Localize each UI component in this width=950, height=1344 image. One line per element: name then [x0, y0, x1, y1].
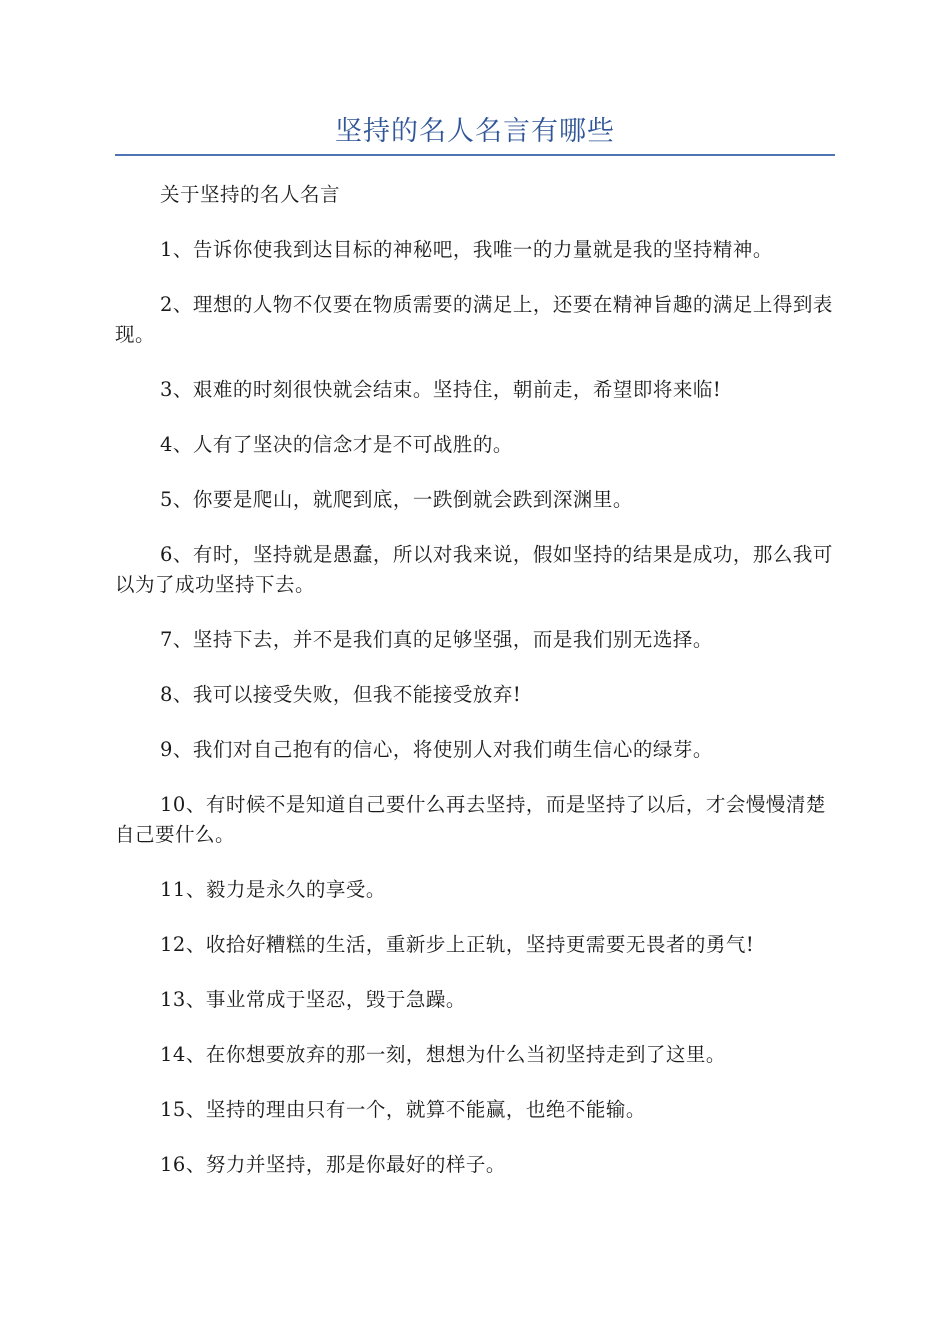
subheading: 关于坚持的名人名言 — [160, 183, 341, 206]
quote-10: 10、有时候不是知道自己要什么再去坚持，而是坚持了以后，才会慢慢清楚自己要什么。 — [115, 793, 826, 846]
quote-3: 3、艰难的时刻很快就会结束。坚持住，朝前走，希望即将来临! — [160, 378, 722, 401]
page-title: 坚持的名人名言有哪些 — [335, 116, 615, 147]
quote-2: 2、理想的人物不仅要在物质需要的满足上，还要在精神旨趣的满足上得到表现。 — [115, 293, 833, 346]
document-body — [115, 180, 835, 1205]
quote-4: 4、人有了坚决的信念才是不可战胜的。 — [160, 433, 513, 456]
quote-14: 14、在你想要放弃的那一刻，想想为什么当初坚持走到了这里。 — [160, 1043, 726, 1066]
quote-7: 7、坚持下去，并不是我们真的足够坚强，而是我们别无选择。 — [160, 628, 713, 651]
quote-8: 8、我可以接受失败，但我不能接受放弃! — [160, 683, 522, 706]
quote-15: 15、坚持的理由只有一个，就算不能赢，也绝不能输。 — [160, 1098, 646, 1121]
quote-6: 6、有时，坚持就是愚蠢，所以对我来说，假如坚持的结果是成功，那么我可以为了成功坚持下去。 — [115, 543, 833, 596]
quote-9: 9、我们对自己抱有的信心，将使别人对我们萌生信心的绿芽。 — [160, 738, 713, 761]
quote-1: 1、告诉你使我到达目标的神秘吧，我唯一的力量就是我的坚持精神。 — [160, 238, 773, 261]
title-container — [115, 112, 835, 152]
quote-5: 5、你要是爬山，就爬到底，一跌倒就会跌到深渊里。 — [160, 488, 633, 511]
title-underline — [115, 154, 835, 156]
quote-13: 13、事业常成于坚忍，毁于急躁。 — [160, 988, 466, 1011]
quote-16: 16、努力并坚持，那是你最好的样子。 — [160, 1153, 506, 1176]
quote-12: 12、收拾好糟糕的生活，重新步上正轨，坚持更需要无畏者的勇气! — [160, 933, 755, 956]
quote-11: 11、毅力是永久的享受。 — [160, 878, 386, 901]
